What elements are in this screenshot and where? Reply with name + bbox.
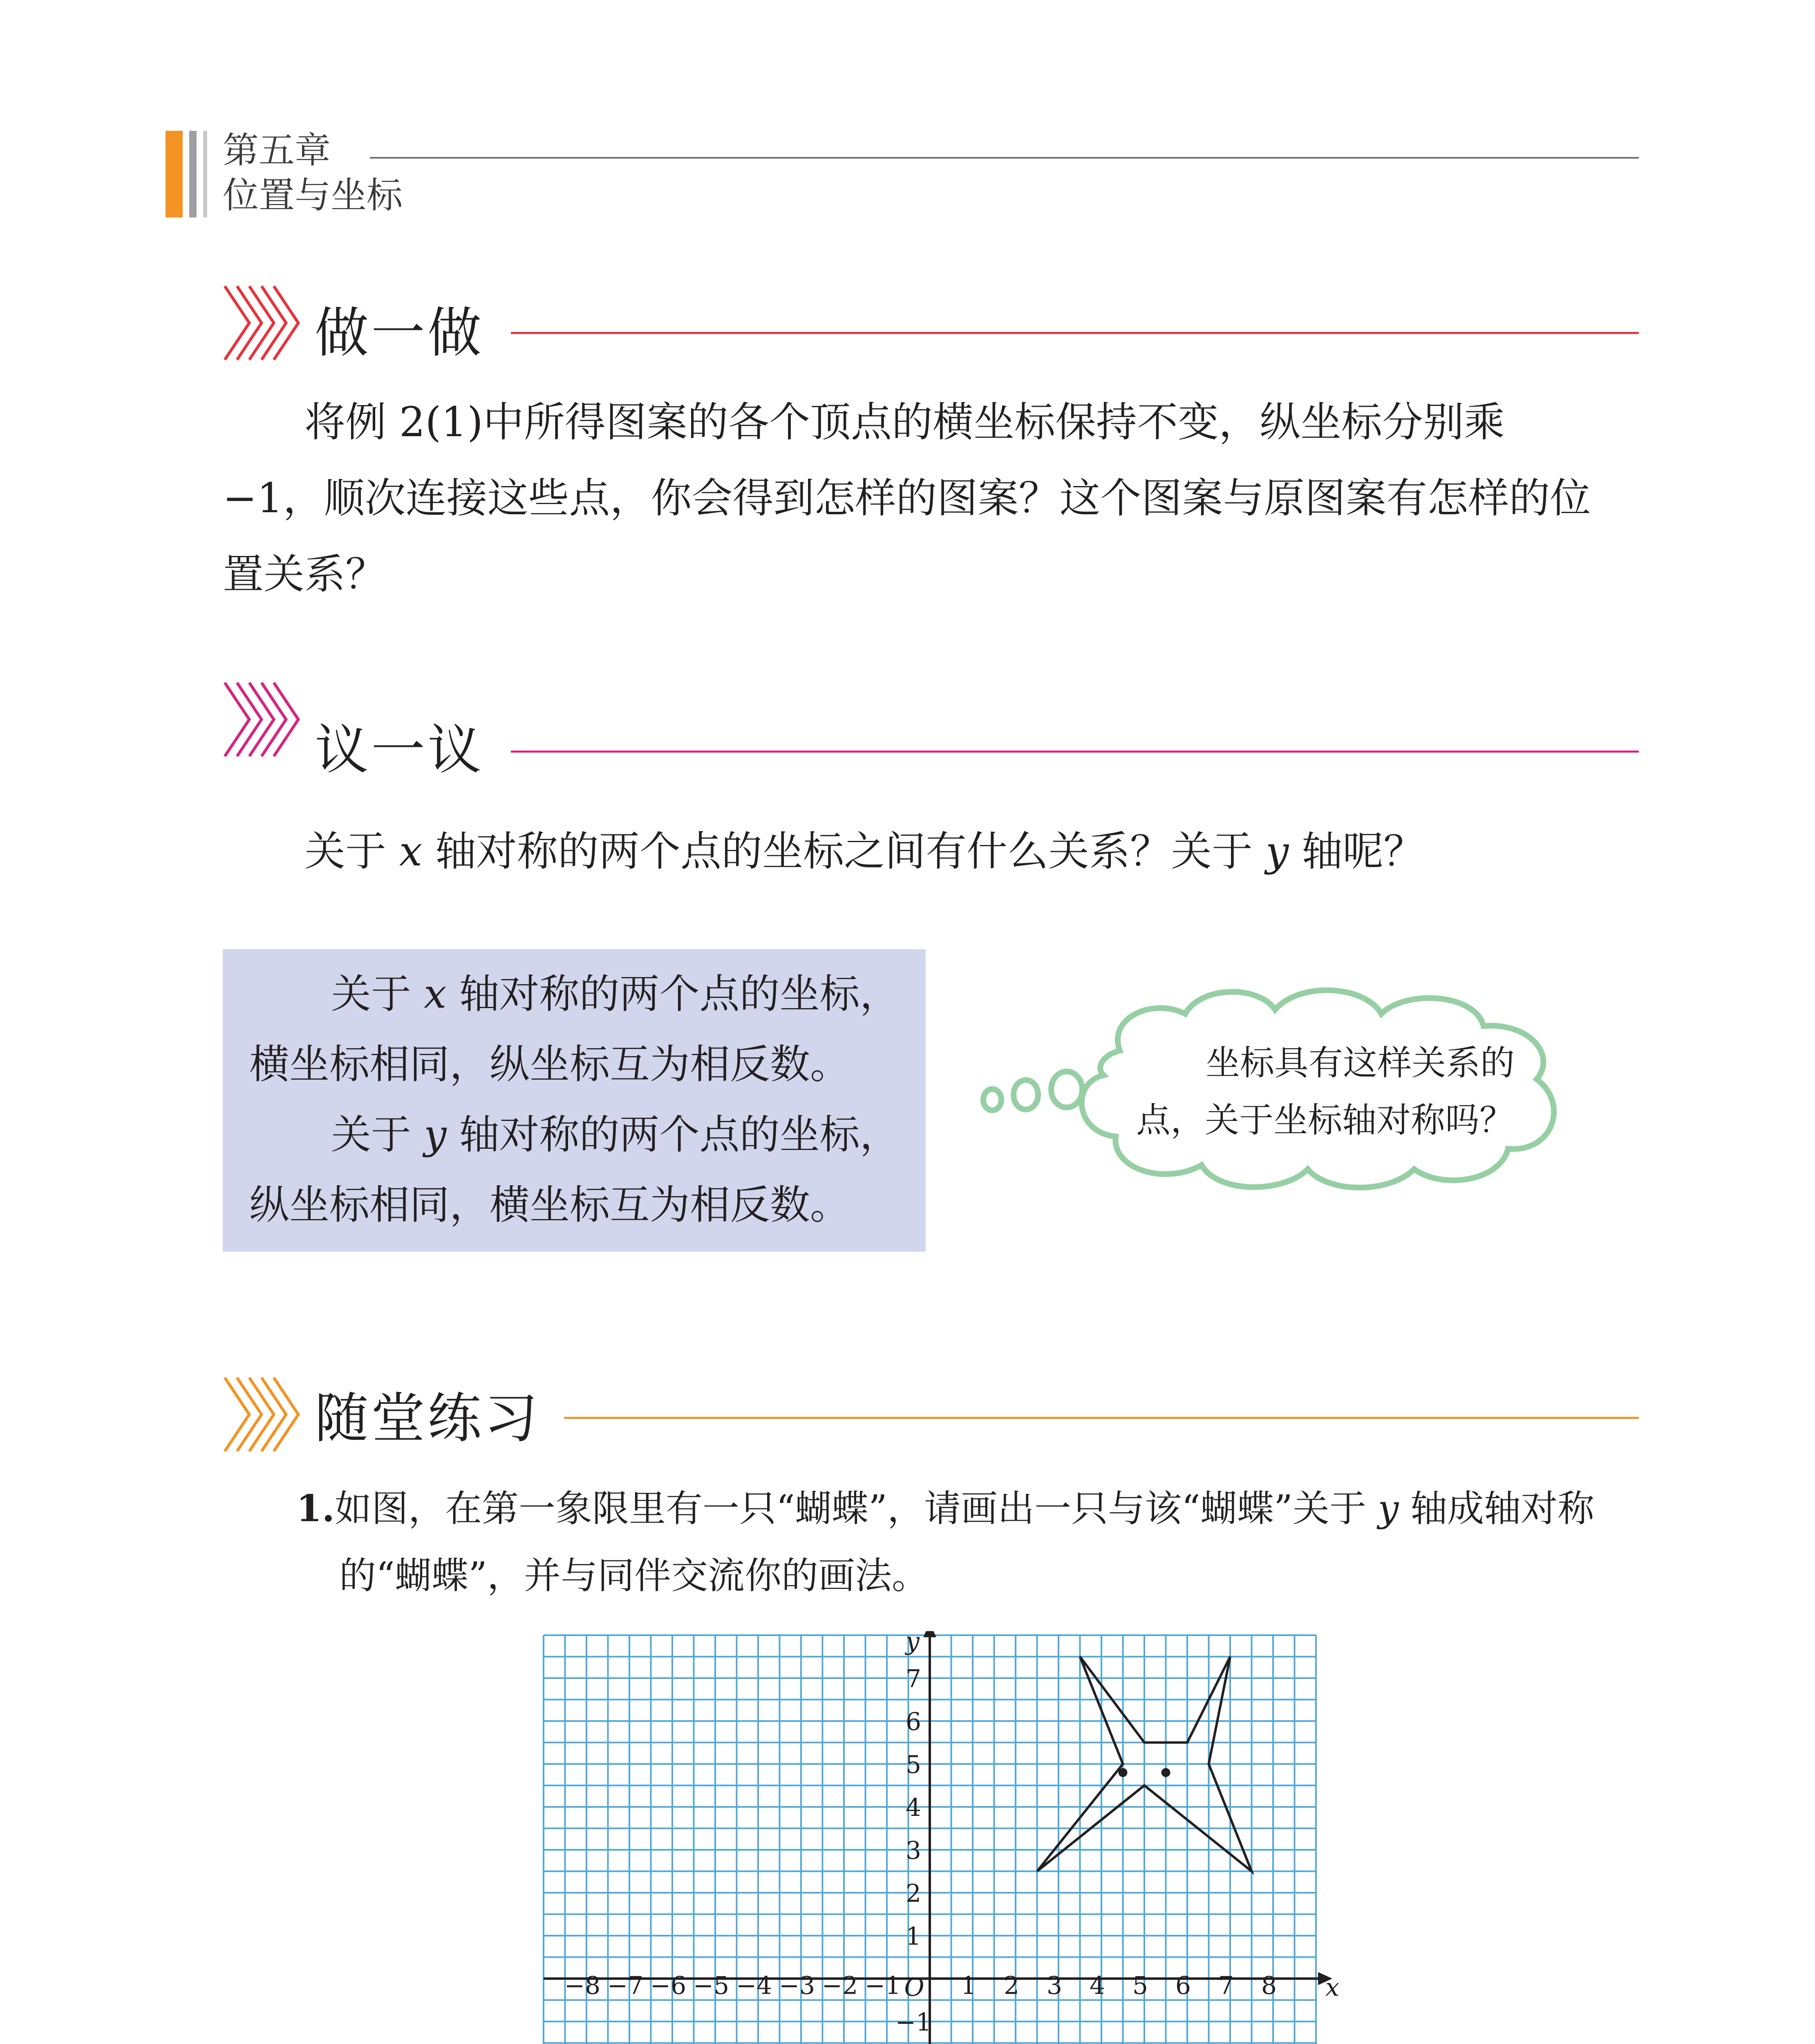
x-tick-label: 6	[1175, 1971, 1191, 2000]
x-tick-label: 8	[1261, 1971, 1277, 2000]
exercise-1-line-1: 1.如图，在第一象限里有一只“蝴蝶”，请画出一只与该“蝴蝶”关于 y 轴成轴对称	[296, 1487, 1595, 1530]
x-tick-label: −5	[693, 1971, 730, 2000]
chapter-bar-lightgray	[203, 131, 207, 217]
y-tick-label: −1	[895, 2008, 932, 2037]
chapter-number: 第五章	[223, 129, 331, 171]
y-tick-label: 5	[905, 1750, 922, 1779]
discuss-question: 关于 x 轴对称的两个点的坐标之间有什么关系？关于 y 轴呢？	[304, 827, 1425, 875]
section-title-do: 做一做	[315, 302, 484, 365]
cloud-line-1: 坐标具有这样关系的	[1206, 1043, 1515, 1083]
do-line-3: 置关系？	[223, 550, 386, 598]
summary-line-3: 关于 y 轴对称的两个点的坐标，	[331, 1112, 900, 1158]
section-rule-discuss	[511, 751, 1639, 753]
do-line-2: −1，顺次连接这些点，你会得到怎样的图案？这个图案与原图案有怎样的位	[223, 474, 1591, 522]
exercise-1-line-2: 的“蝴蝶”，并与同伴交流你的画法。	[339, 1554, 929, 1597]
section-title-discuss: 议一议	[315, 719, 484, 782]
y-tick-label: 2	[905, 1879, 922, 1908]
x-tick-label: −2	[821, 1971, 858, 2000]
var-y: y	[1265, 827, 1289, 875]
section-rule-do	[511, 332, 1639, 334]
origin-label: O	[904, 1973, 924, 2002]
x-tick-label: 4	[1089, 1971, 1106, 2000]
y-tick-label: 6	[905, 1708, 922, 1736]
thought-cloud-icon	[973, 973, 1610, 1202]
summary-line-2: 横坐标相同，纵坐标互为相反数。	[249, 1041, 850, 1088]
butterfly-eye	[1119, 1768, 1128, 1777]
do-paragraph	[223, 384, 1641, 612]
chevron-icon	[221, 1374, 311, 1455]
y-tick-label: 3	[905, 1836, 922, 1865]
section-title-practice: 随堂练习	[315, 1387, 540, 1450]
x-axis-label: x	[1325, 1973, 1339, 2002]
chapter-bar-gray	[189, 131, 197, 217]
section-rule-practice	[564, 1417, 1639, 1419]
summary-line-1: 关于 x 轴对称的两个点的坐标，	[331, 971, 900, 1018]
chevron-icon	[221, 679, 311, 760]
chapter-title: 位置与坐标	[223, 174, 403, 216]
y-tick-label: 1	[905, 1922, 922, 1951]
x-tick-label: −1	[864, 1971, 901, 2000]
x-tick-label: 1	[960, 1971, 977, 2000]
chevron-icon	[221, 282, 311, 364]
exercise-number: 1.	[296, 1487, 335, 1530]
x-tick-label: −3	[779, 1971, 815, 2000]
cloud-line-2: 点，关于坐标轴对称吗？	[1136, 1100, 1514, 1140]
x-tick-label: −7	[607, 1971, 644, 2000]
x-tick-label: 2	[1003, 1971, 1020, 2000]
x-tick-label: −4	[736, 1971, 772, 2000]
x-tick-label: 5	[1132, 1971, 1148, 2000]
coordinate-grid	[527, 1631, 1345, 2044]
do-line-1: 将例 2(1)中所得图案的各个顶点的横坐标保持不变，纵坐标分别乘	[304, 398, 1505, 446]
butterfly-eye	[1162, 1768, 1170, 1777]
summary-line-4: 纵坐标相同，横坐标互为相反数。	[249, 1182, 850, 1228]
x-tick-label: 7	[1218, 1971, 1234, 2000]
y-axis-label: y	[906, 1631, 920, 1656]
y-axis-arrow-icon	[923, 1631, 936, 1637]
y-tick-label: 7	[905, 1665, 922, 1693]
y-tick-label: 4	[905, 1793, 922, 1822]
var-x: x	[399, 827, 423, 875]
header-rule	[370, 157, 1639, 159]
x-tick-label: −6	[650, 1971, 687, 2000]
x-tick-label: 3	[1046, 1971, 1063, 2000]
chapter-bar-orange	[166, 131, 183, 217]
x-tick-label: −8	[564, 1971, 601, 2000]
